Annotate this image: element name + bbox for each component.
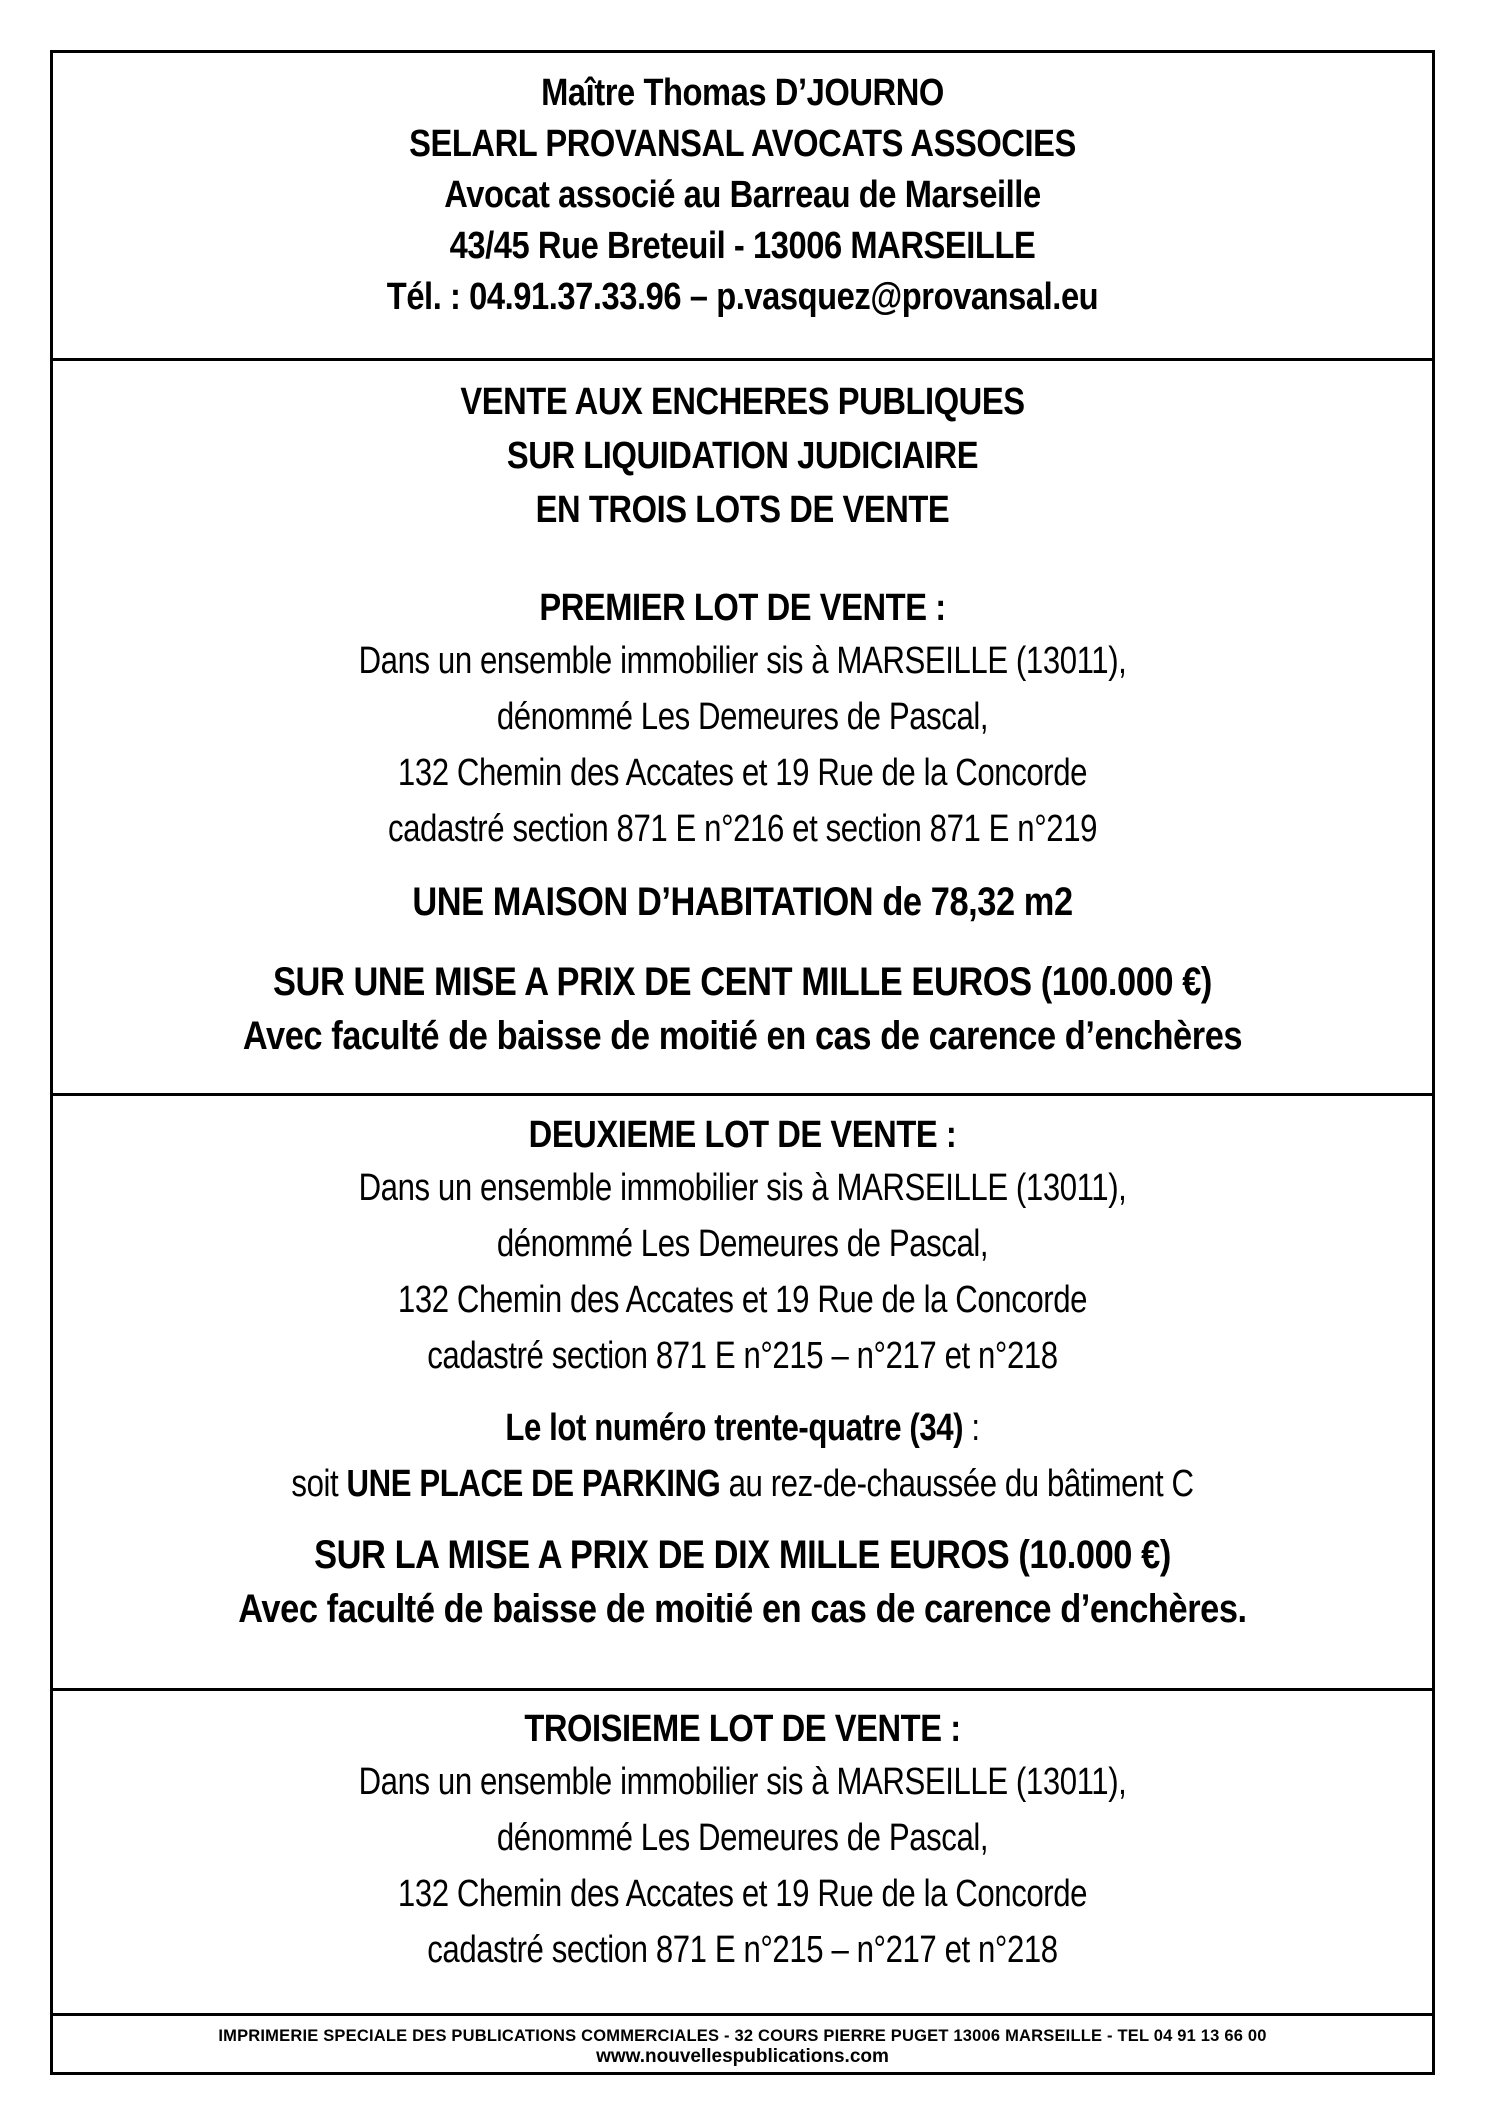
lot-1-property: UNE MAISON D’HABITATION de 78,32 m2: [412, 880, 1073, 924]
lot-2-parking: [177, 1456, 1308, 1512]
sale-title-line-1: VENTE AUX ENCHERES PUBLIQUES: [460, 381, 1025, 423]
lot-2-parking-post: au rez-de-chaussée du bâtiment C: [720, 1463, 1194, 1505]
divider-header: [53, 358, 1432, 361]
lot-1-heading: PREMIER LOT DE VENTE :: [539, 587, 946, 629]
lot-3: [53, 1704, 1432, 1978]
lot-1-desc-3: 132 Chemin des Accates et 19 Rue de la Concorde: [397, 752, 1088, 794]
lot-2-desc-1: Dans un ensemble immobilier sis à MARSEILLE (13011),: [358, 1167, 1127, 1209]
lawyer-name: Maître Thomas D’JOURNO: [541, 72, 944, 114]
firm-name: SELARL PROVANSAL AVOCATS ASSOCIES: [409, 123, 1076, 165]
printer-footer: [53, 2025, 1432, 2067]
lot-3-desc-3: 132 Chemin des Accates et 19 Rue de la Concorde: [397, 1873, 1088, 1915]
notice-frame: [50, 50, 1435, 2075]
lot-3-heading: TROISIEME LOT DE VENTE :: [524, 1708, 961, 1750]
lot-3-desc-1: Dans un ensemble immobilier sis à MARSEILLE (13011),: [358, 1761, 1127, 1803]
lot-2-condition: Avec faculté de baisse de moitié en cas de carence d’enchères.: [238, 1587, 1247, 1631]
lot-3-desc-2: dénommé Les Demeures de Pascal,: [496, 1817, 989, 1859]
lot-2-lot-number: [177, 1400, 1308, 1456]
divider-lot-2: [53, 1688, 1432, 1691]
lot-2-desc-2: dénommé Les Demeures de Pascal,: [496, 1223, 989, 1265]
lot-2-price: SUR LA MISE A PRIX DE DIX MILLE EUROS (10.000 €): [314, 1533, 1171, 1577]
lot-2-lot-number-bold: Le lot numéro trente-quatre (34): [505, 1407, 964, 1449]
lot-2-lot-number-rest: :: [963, 1407, 980, 1449]
printer-website: www.nouvellespublications.com: [596, 2046, 889, 2067]
sale-title-line-2: SUR LIQUIDATION JUDICIAIRE: [506, 435, 979, 477]
lot-1-desc-1: Dans un ensemble immobilier sis à MARSEILLE (13011),: [358, 640, 1127, 682]
lot-1-desc-4: cadastré section 871 E n°216 et section 871 E n°219: [387, 808, 1098, 850]
lot-1-condition: Avec faculté de baisse de moitié en cas de carence d’enchères: [242, 1014, 1243, 1058]
lawyer-header: [53, 68, 1432, 323]
lot-3-desc-4: cadastré section 871 E n°215 – n°217 et n°218: [427, 1929, 1058, 1971]
lot-2-desc-3: 132 Chemin des Accates et 19 Rue de la Concorde: [397, 1279, 1088, 1321]
divider-footer: [53, 2013, 1432, 2016]
lot-2: [53, 1110, 1432, 1636]
lawyer-title: Avocat associé au Barreau de Marseille: [444, 174, 1041, 216]
firm-address: 43/45 Rue Breteuil - 13006 MARSEILLE: [449, 225, 1036, 267]
printer-info: IMPRIMERIE SPECIALE DES PUBLICATIONS COMMERCIALES - 32 COURS PIERRE PUGET 13006 MARSEILLE - TEL 04 91 13 66 00: [218, 2027, 1267, 2045]
sale-title-line-3: EN TROIS LOTS DE VENTE: [535, 489, 950, 531]
lot-2-heading: DEUXIEME LOT DE VENTE :: [528, 1114, 957, 1156]
lot-2-parking-pre: soit: [291, 1463, 347, 1505]
sale-title: [53, 375, 1432, 537]
firm-contact: Tél. : 04.91.37.33.96 – p.vasquez@provansal.eu: [386, 276, 1099, 318]
lot-2-parking-bold: UNE PLACE DE PARKING: [346, 1463, 721, 1505]
lot-2-desc-4: cadastré section 871 E n°215 – n°217 et n°218: [427, 1335, 1058, 1377]
lot-1-desc-2: dénommé Les Demeures de Pascal,: [496, 696, 989, 738]
divider-lot-1: [53, 1093, 1432, 1096]
lot-1: [53, 583, 1432, 1063]
lot-1-price: SUR UNE MISE A PRIX DE CENT MILLE EUROS (100.000 €): [273, 960, 1212, 1004]
